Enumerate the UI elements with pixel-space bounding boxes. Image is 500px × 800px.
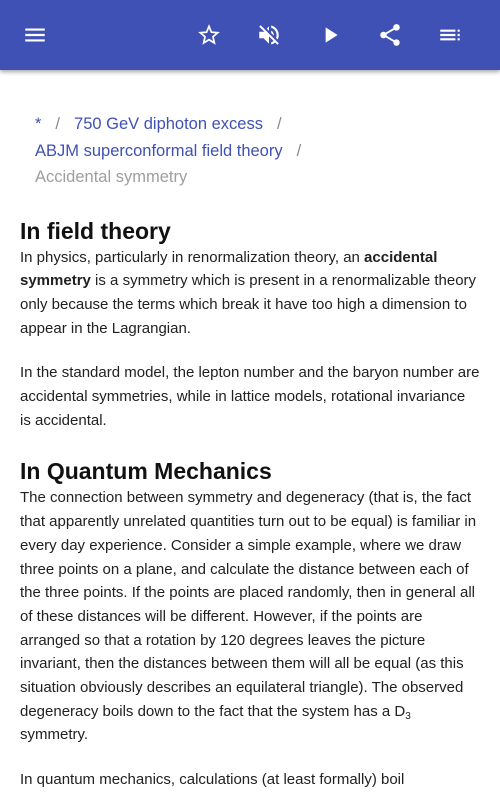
play-button[interactable] [310,15,350,55]
mute-button[interactable] [249,15,289,55]
hamburger-menu-icon [22,22,48,48]
subscript: 3 [405,710,411,722]
section-heading-quantum-mechanics: In Quantum Mechanics [20,458,272,485]
share-icon [377,22,403,48]
breadcrumb-separator: / [296,141,302,160]
breadcrumb-item-home[interactable]: * [35,115,42,133]
breadcrumb [35,111,480,191]
favorite-button[interactable] [189,15,229,55]
bold-term: accidental symmetry [20,248,438,290]
breadcrumb-item-abjm[interactable]: ABJM superconformal field theory [35,141,283,160]
play-icon [317,22,343,48]
text: is a symmetry which is present in a renormalizable theory only because the terms which break it have too high a dimension to appear in the Lagrangian. [20,272,477,337]
table-of-contents-icon [437,22,463,48]
text: The connection between symmetry and degeneracy (that is, the fact that apparently unrelated quantities turn out to be equal) is familiar in every day experience. Consider a simple example, where we draw three points on a plane, and calculate the distance between each of the three points. If the points are placed randomly, then in general all of these distances will be different. However, if the points are arranged so that a rotation by 120 degrees leaves the picture invariant, then the distances between them will all be equal (as this situation obviously describes an equilateral triangle). The observed degeneracy boils down to the fact that the system has a D [20,489,477,720]
paragraph [20,246,480,341]
paragraph [20,486,480,747]
text: symmetry. [20,726,89,744]
paragraph: In the standard model, the lepton number and the baryon number are accidental symmetries, while in lattice models, rotational invariance is accidental. [20,364,480,429]
paragraph: In quantum mechanics, calculations (at least formally) boil [20,771,405,789]
menu-button[interactable] [15,15,55,55]
star-outline-icon [196,22,222,48]
contents-button[interactable] [430,15,470,55]
app-toolbar [0,0,500,70]
section-heading-field-theory: In field theory [20,217,171,244]
breadcrumb-item-diphoton[interactable]: 750 GeV diphoton excess [74,115,263,133]
breadcrumb-separator: / [276,115,282,133]
text: In physics, particularly in renormalization theory, an [20,248,365,266]
breadcrumb-separator: / [55,115,61,133]
article-content [0,70,500,800]
share-button[interactable] [370,15,410,55]
breadcrumb-current: Accidental symmetry [35,168,188,186]
volume-off-icon [256,22,282,48]
